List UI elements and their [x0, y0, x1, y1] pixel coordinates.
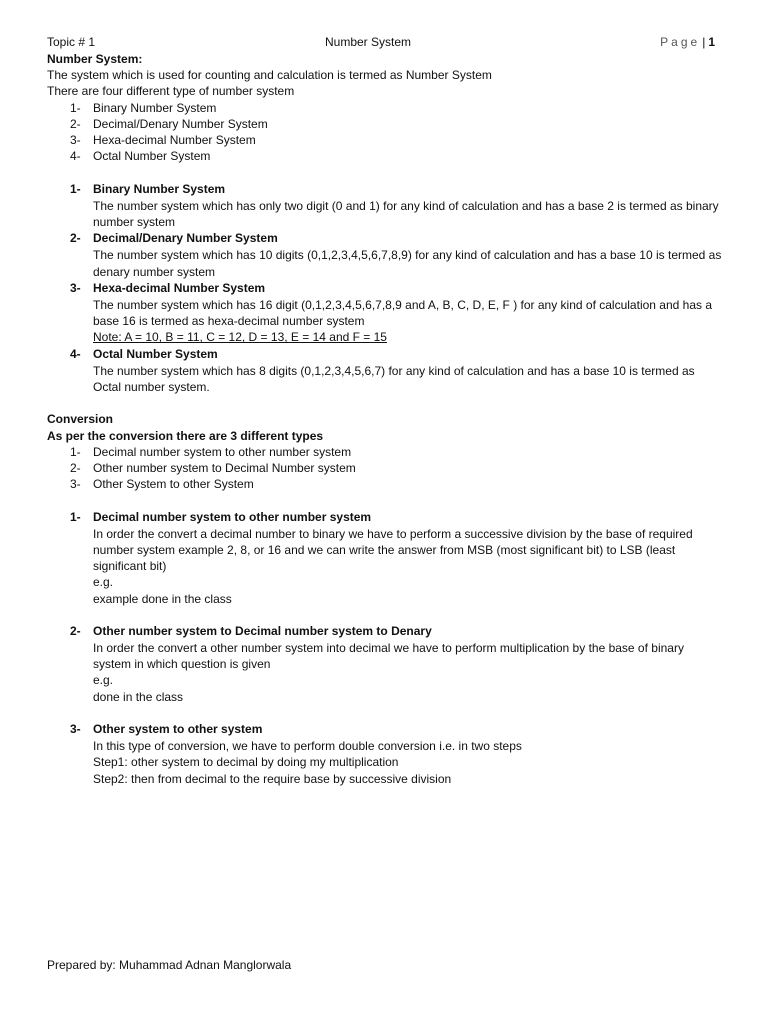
- list-item: [47, 476, 723, 492]
- section-title: Other system to other system: [93, 722, 263, 737]
- list-item: [47, 116, 723, 132]
- section-body: [93, 247, 723, 279]
- intro-heading: Number System:: [47, 52, 143, 66]
- list-number: 2-: [70, 116, 81, 131]
- conversion-subheading: As per the conversion there are 3 different types: [47, 428, 324, 443]
- section-decimal-to-other: [47, 509, 723, 607]
- section-paragraph: The number system which has only two digit (0 and 1) for any kind of calculation and has a base 2 is termed as binary number system: [93, 198, 719, 229]
- section-decimal: [47, 230, 723, 280]
- list-number: 1-: [70, 100, 81, 115]
- section-paragraph: The number system which has 10 digits (0,1,2,3,4,5,6,7,8,9) for any kind of calculation and has a base 10 is termed as denary number system: [93, 248, 722, 279]
- types-list: [47, 100, 723, 165]
- list-item-text: Other System to other System: [93, 477, 254, 492]
- list-item-text: Octal Number System: [93, 149, 211, 164]
- spacer: [47, 492, 723, 508]
- list-item-text: Decimal number system to other number system: [93, 444, 352, 459]
- section-other-to-decimal: [47, 623, 723, 705]
- section-paragraph: In order the convert a other number system into decimal we have to perform multiplication by the base of binary system in which question is given: [93, 641, 684, 672]
- section-number: 1-: [70, 509, 81, 524]
- section-title: Hexa-decimal Number System: [93, 280, 266, 295]
- list-item-text: Decimal/Denary Number System: [93, 116, 268, 131]
- section-binary: [47, 181, 723, 231]
- list-item: [47, 100, 723, 116]
- spacer: [47, 395, 723, 411]
- list-number: 3-: [70, 132, 81, 147]
- section-body: [93, 297, 723, 346]
- section-line: e.g.: [93, 575, 114, 590]
- spacer: [47, 164, 723, 180]
- section-line: e.g.: [93, 673, 114, 688]
- list-item: [47, 132, 723, 148]
- header-title: Number System: [325, 35, 412, 49]
- intro-line: There are four different type of number system: [47, 84, 295, 99]
- section-number: 3-: [70, 722, 81, 737]
- section-title: Decimal number system to other number system: [93, 509, 372, 524]
- section-title: Other number system to Decimal number system to Denary: [93, 623, 432, 638]
- list-item-text: Other number system to Decimal Number system: [93, 460, 356, 475]
- conversion-list: [47, 444, 723, 493]
- list-number: 2-: [70, 460, 81, 475]
- section-number: 1-: [70, 181, 81, 196]
- intro-line: The system which is used for counting and calculation is termed as Number System: [47, 68, 492, 83]
- document-body: [47, 51, 723, 787]
- prepared-by: Prepared by: Muhammad Adnan Manglorwala: [47, 958, 292, 972]
- section-body: [93, 526, 723, 607]
- section-body: [93, 738, 723, 787]
- section-number: 2-: [70, 623, 81, 638]
- section-number: 3-: [70, 280, 81, 295]
- section-title: Octal Number System: [93, 346, 218, 361]
- section-paragraph: The number system which has 16 digit (0,1,2,3,4,5,6,7,8,9 and A, B, C, D, E, F ) for any kind of calculation and has a base 16 is termed as hexa-decimal number system: [93, 297, 712, 329]
- hex-note: Note: A = 10, B = 11, C = 12, D = 13, E = 14 and F = 15: [93, 330, 387, 345]
- section-line: Step1: other system to decimal by doing my multiplication: [93, 755, 399, 770]
- page-header: [47, 34, 715, 50]
- section-paragraph: In this type of conversion, we have to perform double conversion i.e. in two steps: [93, 739, 522, 754]
- spacer: [47, 705, 723, 721]
- list-number: 1-: [70, 444, 81, 459]
- topic-label: Topic # 1: [47, 35, 96, 49]
- section-body: [93, 363, 723, 395]
- section-number: 4-: [70, 346, 81, 361]
- list-item-text: Hexa-decimal Number System: [93, 132, 256, 147]
- list-item-text: Binary Number System: [93, 100, 217, 115]
- list-item: [47, 148, 723, 164]
- section-hexadecimal: [47, 280, 723, 346]
- list-item: [47, 444, 723, 460]
- section-paragraph: In order the convert a decimal number to binary we have to perform a successive division by the base of required number system example 2, 8, or 16 and we can write the answer from MSB (most significant bit) to LSB (least significant bit): [93, 526, 693, 574]
- page-number: 1: [708, 35, 715, 49]
- conversion-heading: Conversion: [47, 412, 114, 427]
- section-line: done in the class: [93, 689, 184, 704]
- section-octal: [47, 346, 723, 396]
- section-number: 2-: [70, 231, 81, 246]
- section-line: example done in the class: [93, 591, 232, 606]
- section-title: Binary Number System: [93, 181, 226, 196]
- page-word: Page: [660, 35, 701, 49]
- page-separator: |: [702, 35, 706, 49]
- section-other-to-other: [47, 721, 723, 787]
- list-item: [47, 460, 723, 476]
- list-number: 3-: [70, 477, 81, 492]
- page-footer: [47, 957, 291, 973]
- section-paragraph: The number system which has 8 digits (0,1,2,3,4,5,6,7) for any kind of calculation and has a base 10 is termed as Octal number system.: [93, 363, 695, 394]
- section-body: [93, 640, 723, 705]
- list-number: 4-: [70, 149, 81, 164]
- spacer: [47, 607, 723, 623]
- section-body: [93, 198, 723, 230]
- section-title: Decimal/Denary Number System: [93, 231, 278, 246]
- section-line: Step2: then from decimal to the require base by successive division: [93, 771, 452, 786]
- page-indicator: [660, 34, 715, 50]
